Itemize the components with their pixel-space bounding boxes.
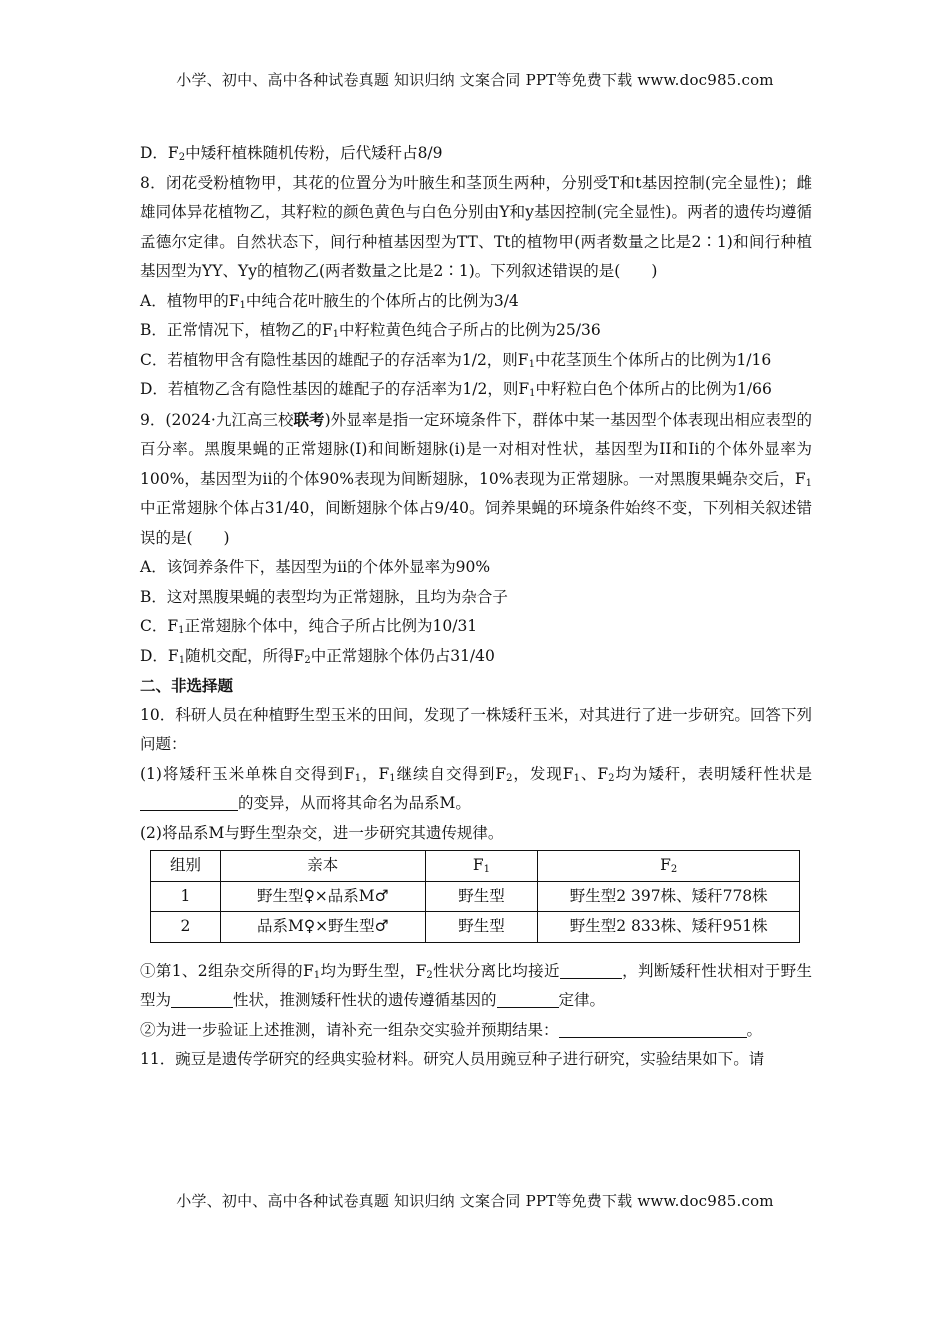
section-title: 二、非选择题 [140, 676, 234, 695]
q10-sub-question-2: ②为进一步验证上述推测，请补充一组杂交实验并预期结果： 。 [140, 1020, 763, 1039]
table-cell: 野生型2 397株、矮秆778株 [538, 881, 800, 912]
cross-results-table [150, 850, 800, 943]
q11-stem: 11．豌豆是遗传学研究的经典实验材料。研究人员用豌豆种子进行研究，实验结果如下。请 [140, 1050, 765, 1068]
q7-option-d: D．$F_2$中矮秆植株随机传粉，后代矮秆占8/9 [140, 144, 443, 163]
q9-option-b: B．这对黑腹果蝇的表型均为正常翅脉，且均为杂合子 [140, 587, 508, 606]
q10-stem: 10．科研人员在种植野生型玉米的田间，发现了一株矮秆玉米，对其进行了进一步研究。回答下列问题： [140, 705, 812, 753]
q9-option-c: C．$F_1$正常翅脉个体中，纯合子所占比例为10/31 [140, 617, 478, 636]
table-cell: 品系M♀×野生型♂ [220, 912, 425, 943]
page-header: 小学、初中、高中各种试卷真题 知识归纳 文案合同 PPT等免费下载 www.doc985.com [176, 71, 774, 89]
q9-option-a: A．该饲养条件下，基因型为ii的个体外显率为90% [140, 558, 491, 576]
table-header-cell: $F_1$ [425, 851, 538, 882]
q8-stem: 8．闭花受粉植物甲，其花的位置分为叶腋生和茎顶生两种，分别受T和t基因控制(完全显性)；雌雄同体异花植物乙，其籽粒的颜色黄色与白色分别由Y和y基因控制(完全显性)。两者的遗传均遵循孟德尔定律。自然状态下，间行种植基因型为TT、Tt的植物甲(两者数量之比是2∶1)和间行种植基因型为YY、Yy的植物乙(两者数量之比是2∶1)。下列叙述错误的是( ) [140, 173, 812, 280]
answer-blank[interactable] [140, 792, 238, 811]
table-cell: 野生型♀×品系M♂ [220, 881, 425, 912]
table-cell: 野生型2 833株、矮秆951株 [538, 912, 800, 943]
q10-part2: (2)将品系M与野生型杂交，进一步研究其遗传规律。 [140, 823, 504, 842]
answer-blank[interactable] [560, 960, 622, 979]
answer-blank[interactable] [559, 1019, 747, 1038]
table-cell: 野生型 [425, 912, 538, 943]
q8-option-d: D．若植物乙含有隐性基因的雄配子的存活率为1/2，则$F_1$中籽粒白色个体所占的比例为1/66 [140, 380, 772, 399]
table-cell: 野生型 [425, 881, 538, 912]
q10-sub-question-1: ①第1、2组杂交所得的$F_1$均为野生型，$F_2$性状分离比均接近 ，判断矮秆性状相对于野生型为 性状，推测矮秆性状的遗传遵循基因的 定律。 [140, 961, 812, 1009]
table-header-row [151, 851, 800, 882]
table-row [151, 912, 800, 943]
q8-option-b: B．正常情况下，植物乙的$F_1$中籽粒黄色纯合子所占的比例为25/36 [140, 321, 601, 340]
table-header-cell: 亲本 [220, 851, 425, 882]
table-row [151, 881, 800, 912]
q9-option-d: D．$F_1$随机交配，所得$F_2$中正常翅脉个体仍占31/40 [140, 646, 495, 666]
table-header-cell: $F_2$ [538, 851, 800, 882]
table-cell: 2 [151, 912, 221, 943]
document-body [140, 139, 812, 1075]
table-cell: 1 [151, 881, 221, 912]
q10-part1: (1)将矮秆玉米单株自交得到$F_1$，$F_1$继续自交得到$F_2$，发现$F_1$、$F_2$均为矮秆，表明矮秆性状是的变异，从而将其命名为品系M。 [140, 764, 812, 812]
q8-option-a: A．植物甲的$F_1$中纯合花叶腋生的个体所占的比例为3/4 [140, 291, 519, 311]
q9-stem: 9．(2024·九江高三校联考)外显率是指一定环境条件下，群体中某一基因型个体表现出相应表型的百分率。黑腹果蝇的正常翅脉(I)和间断翅脉(i)是一对相对性状，基因型为II和Ii的个体外显率为100%，基因型为ii的个体90%表现为间断翅脉，10%表现为正常翅脉。一对黑腹果蝇杂交后，$F_1$中正常翅脉个体占31/40，间断翅脉个体占9/40。饲养果蝇的环境条件始终不变，下列相关叙述错误的是( ) [140, 409, 812, 547]
q8-option-c: C．若植物甲含有隐性基因的雄配子的存活率为1/2，则$F_1$中花茎顶生个体所占的比例为1/16 [140, 350, 772, 370]
answer-blank[interactable] [497, 989, 559, 1008]
page-footer: 小学、初中、高中各种试卷真题 知识归纳 文案合同 PPT等免费下载 www.doc985.com [176, 1192, 774, 1210]
table-header-cell: 组别 [151, 851, 221, 882]
answer-blank[interactable] [171, 989, 233, 1008]
